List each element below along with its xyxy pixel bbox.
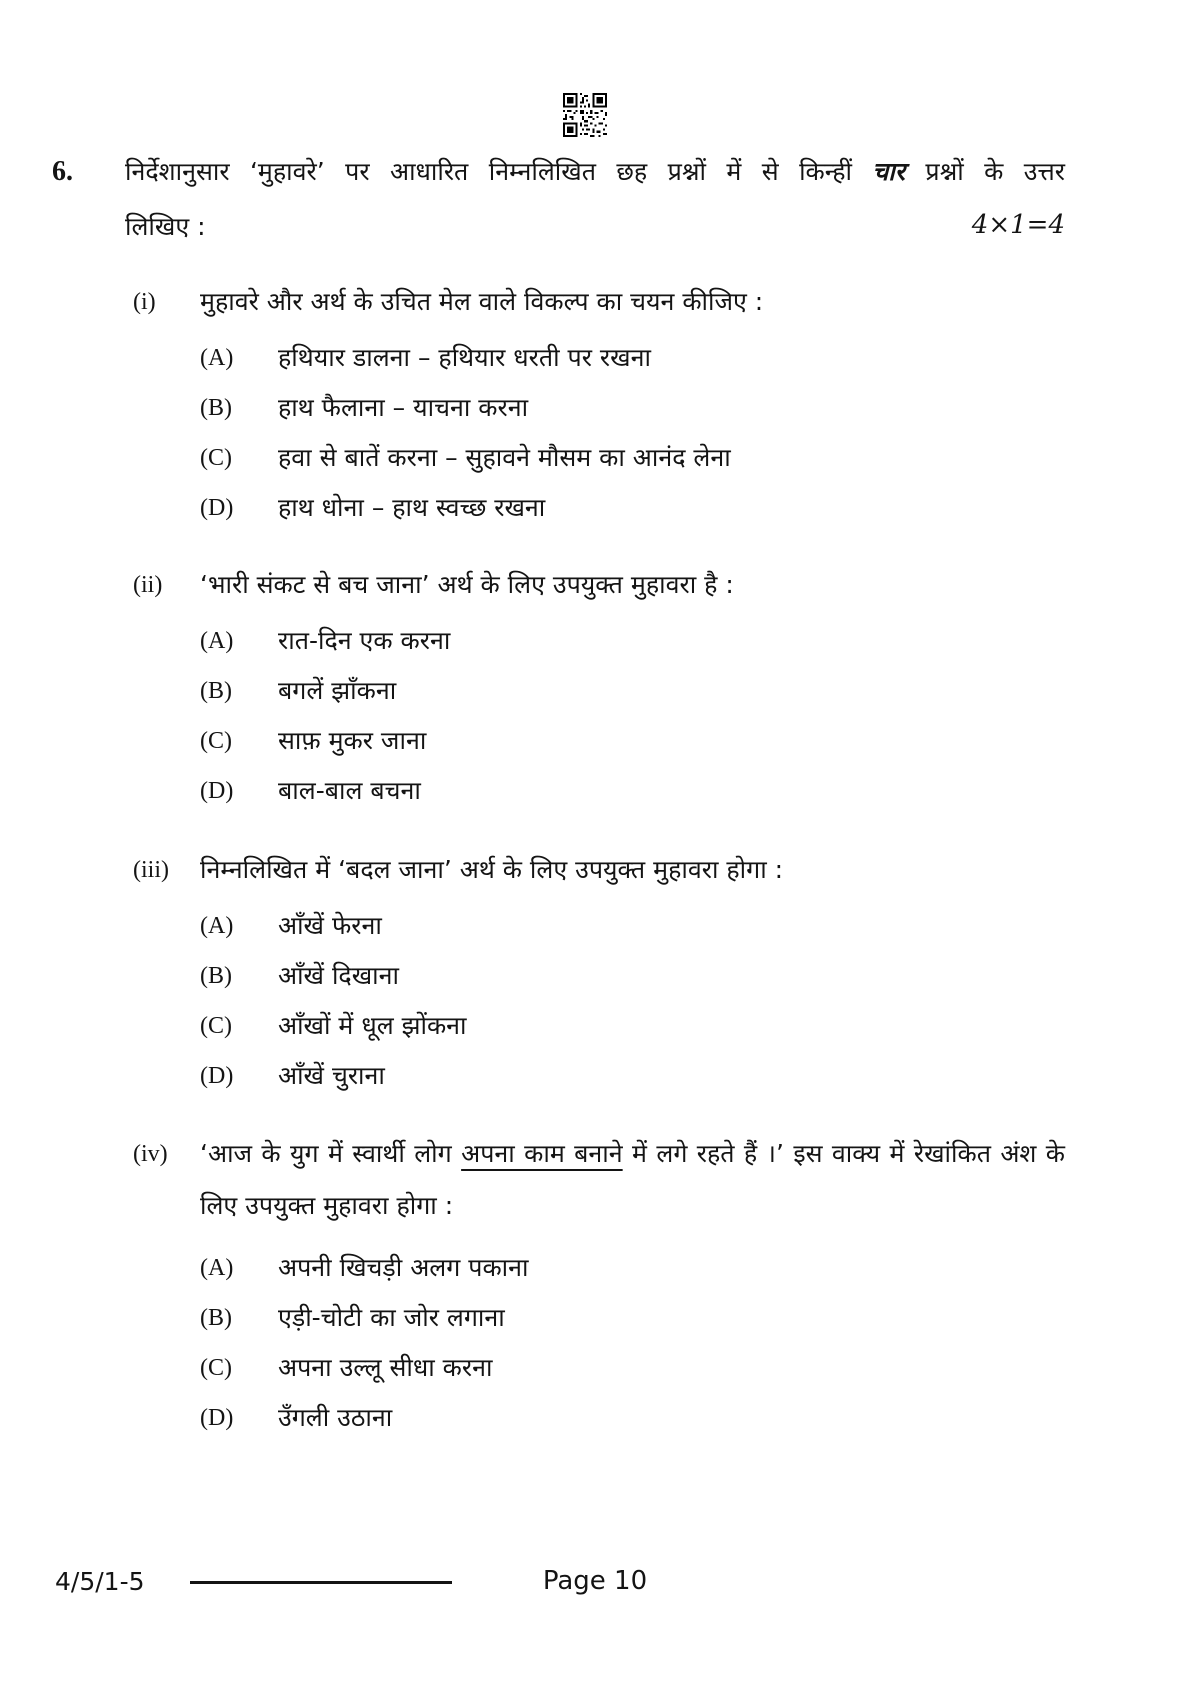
subquestion-heading — [133, 1128, 1065, 1232]
subquestion-label: (ii) — [133, 572, 163, 598]
option-label: (C) — [200, 728, 232, 754]
intro-text-prefix: निर्देशानुसार ‘मुहावरे’ पर आधारित निम्नलिखित छह प्रश्नों में से किन्हीं — [125, 157, 873, 186]
option-label: (C) — [200, 445, 232, 471]
subquestion-text: ‘भारी संकट से बच जाना’ अर्थ के लिए उपयुक्त मुहावरा है : — [200, 570, 734, 599]
option-label: (D) — [200, 778, 234, 804]
option-text: बगलें झाँकना — [278, 676, 397, 705]
option-row — [200, 1400, 1065, 1436]
option-label: (A) — [200, 913, 234, 939]
option-text: साफ़ मुकर जाना — [278, 726, 427, 755]
option-text: एड़ी-चोटी का जोर लगाना — [278, 1303, 505, 1332]
option-row — [200, 390, 1065, 426]
option-text: हाथ धोना – हाथ स्वच्छ रखना — [278, 493, 546, 522]
option-text: आँखें फेरना — [278, 911, 382, 940]
option-text: अपनी खिचड़ी अलग पकाना — [278, 1253, 529, 1282]
option-label: (A) — [200, 345, 234, 371]
option-label: (A) — [200, 1255, 234, 1281]
subquestion-text: मुहावरे और अर्थ के उचित मेल वाले विकल्प का चयन कीजिए : — [200, 287, 764, 316]
subquestion-heading — [133, 282, 1065, 322]
footer-divider-line — [190, 1581, 452, 1584]
options-list — [133, 1250, 1065, 1436]
option-label: (D) — [200, 1063, 234, 1089]
options-list — [133, 623, 1065, 809]
subquestion-label: (iii) — [133, 857, 169, 883]
option-label: (C) — [200, 1355, 232, 1381]
page-number: Page 10 — [542, 1566, 648, 1596]
option-row — [200, 1058, 1065, 1094]
question-intro-line1 — [125, 152, 1065, 192]
option-text: आँखें चुराना — [278, 1061, 385, 1090]
subquestion-heading — [133, 565, 1065, 605]
option-label: (A) — [200, 628, 234, 654]
option-text: उँगली उठाना — [278, 1403, 393, 1432]
marks-label: 4×1=4 — [971, 210, 1065, 240]
option-row — [200, 958, 1065, 994]
option-row — [200, 623, 1065, 659]
option-row — [200, 1008, 1065, 1044]
option-label: (D) — [200, 1405, 234, 1431]
option-row — [200, 1250, 1065, 1286]
option-row — [200, 1300, 1065, 1336]
underlined-phrase: अपना काम बनाने — [461, 1139, 623, 1168]
option-text: हाथ फैलाना – याचना करना — [278, 393, 529, 422]
option-text: आँखों में धूल झोंकना — [278, 1011, 467, 1040]
qr-code-icon — [563, 93, 607, 137]
option-label: (B) — [200, 678, 232, 704]
subquestion-text: निम्नलिखित में ‘बदल जाना’ अर्थ के लिए उपयुक्त मुहावरा होगा : — [200, 855, 784, 884]
option-row — [200, 673, 1065, 709]
option-row — [200, 1350, 1065, 1386]
footer-paper-code: 4/5/1-5 — [55, 1567, 145, 1596]
subquestion-heading — [133, 850, 1065, 890]
subquestion-label: (iv) — [133, 1141, 168, 1167]
option-text: हवा से बातें करना – सुहावने मौसम का आनंद लेना — [278, 443, 731, 472]
option-text: रात-दिन एक करना — [278, 626, 451, 655]
question-number: 6. — [52, 156, 73, 187]
sentence-after-underline: में लगे रहते हैं ।’ इस वाक्य में रेखांकित अंश के लिए उपयुक्त मुहावरा होगा : — [200, 1139, 1066, 1220]
intro-bold-word: चार — [872, 157, 905, 186]
options-list — [133, 340, 1065, 526]
option-row — [200, 773, 1065, 809]
subquestion-ii — [133, 565, 1065, 809]
option-label: (B) — [200, 1305, 232, 1331]
option-row — [200, 340, 1065, 376]
option-label: (D) — [200, 495, 234, 521]
subquestion-i — [133, 282, 1065, 526]
question-intro-line2: लिखिए : — [125, 212, 206, 241]
option-text: बाल-बाल बचना — [278, 776, 421, 805]
option-row — [200, 490, 1065, 526]
option-label: (B) — [200, 395, 232, 421]
options-list — [133, 908, 1065, 1094]
subquestion-text — [200, 1128, 1065, 1232]
subquestion-label: (i) — [133, 289, 156, 315]
option-text: आँखें दिखाना — [278, 961, 399, 990]
sentence-before-underline: ‘आज के युग में स्वार्थी लोग — [200, 1139, 462, 1168]
option-label: (C) — [200, 1013, 232, 1039]
option-row — [200, 440, 1065, 476]
option-label: (B) — [200, 963, 232, 989]
option-text: अपना उल्लू सीधा करना — [278, 1353, 493, 1382]
subquestion-iv — [133, 1128, 1065, 1436]
intro-text-suffix: प्रश्नों के उत्तर — [904, 157, 1065, 186]
subquestion-iii — [133, 850, 1065, 1094]
question-intro — [125, 152, 1065, 247]
option-text: हथियार डालना – हथियार धरती पर रखना — [278, 343, 651, 372]
option-row — [200, 908, 1065, 944]
option-row — [200, 723, 1065, 759]
